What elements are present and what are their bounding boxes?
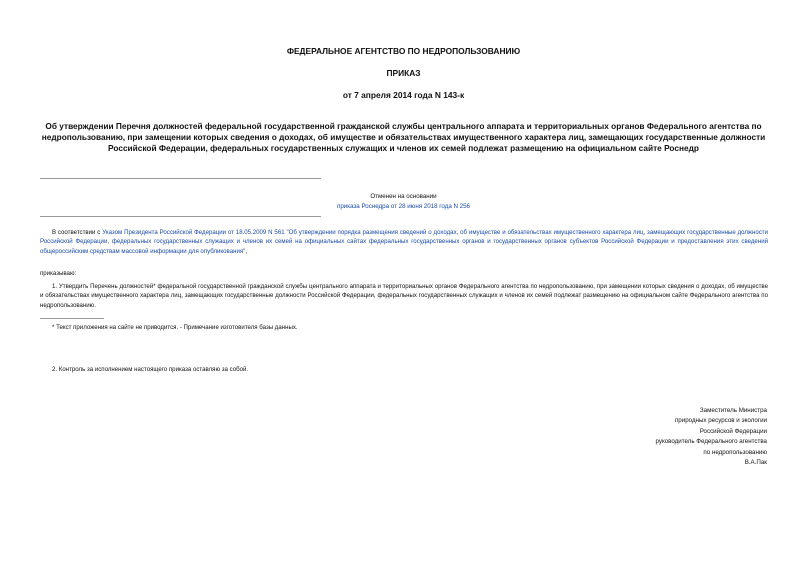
- paragraph-basis-prefix: В соответствии с: [52, 229, 103, 236]
- signature-name: В.А.Пак: [744, 459, 767, 467]
- document-title: Об утверждении Перечня должностей федеральной государственной гражданской службы центрального аппарата и территориальных органов Федерального агентства по недропользованию, при замещении которых сведения о доходах, об имуществе и обязательствах имущественного характера лиц, замещающих государственные должности Российской Федерации, федеральных государственных служащих и членов их семей подлежат размещению на официальном сайте Роснедр: [41, 121, 766, 153]
- signature-line: Заместитель Министра: [699, 407, 767, 414]
- agency-heading: ФЕДЕРАЛЬНОЕ АГЕНТСТВО ПО НЕДРОПОЛЬЗОВАНИЮ: [286, 46, 521, 56]
- signature-block: [547, 406, 767, 468]
- divider-top: [40, 178, 321, 179]
- paragraph-basis-suffix: ,: [245, 247, 248, 255]
- cancel-note: [200, 192, 607, 212]
- order-item-2: 2. Контроль за исполнением настоящего приказа оставляю за собой.: [52, 366, 249, 373]
- footnote-text: * Текст приложения на сайте не приводится. - Примечание изготовителя базы данных.: [52, 324, 298, 331]
- doc-type-heading: ПРИКАЗ: [386, 68, 421, 78]
- signature-line: по недропользованию: [703, 448, 767, 456]
- footnote-divider: [40, 318, 104, 319]
- signature-line: руководитель Федерального агентства: [655, 438, 767, 446]
- paragraph-basis: [40, 228, 768, 256]
- date-number-heading: от 7 апреля 2014 года N 143-к: [342, 90, 465, 100]
- signature-line: природных ресурсов и экологии: [674, 417, 767, 425]
- cancel-note-link[interactable]: приказа Роснедра от 28 июня 2018 года N 256: [336, 203, 471, 210]
- order-item-1: 1. Утвердить Перечень должностей* федеральной государственной гражданской службы центрального аппарата и территориальных органов Федерального агентства по недропользованию, при замещении которых сведения о доходах, об имуществе и обязательствах имущественного характера лиц, замещающих государственные должности Российской Федерации, федеральных государственных служащих и членов их семей подлежат размещению на официальном сайте Федерального агентства по недропользованию.: [40, 283, 768, 309]
- decree-link[interactable]: Указом Президента Российской Федерации от 18.05.2009 N 561 "Об утверждении порядка размещения сведений о доходах, об имуществе и обязательствах имущественного характера лиц, замещающих государственные должности Российской Федерации, федеральных государственных служащих и членов их семей на официальных сайтах федеральных государственных органов и государственных органов субъектов Российской Федерации и предоставления этих сведений общероссийским средствам массовой информации для опубликования": [40, 229, 769, 255]
- order-word: приказываю:: [40, 270, 77, 277]
- divider-bottom: [40, 216, 321, 217]
- signature-line: Российской Федерации: [699, 427, 767, 435]
- cancel-note-text: Отменен на основании: [370, 193, 437, 200]
